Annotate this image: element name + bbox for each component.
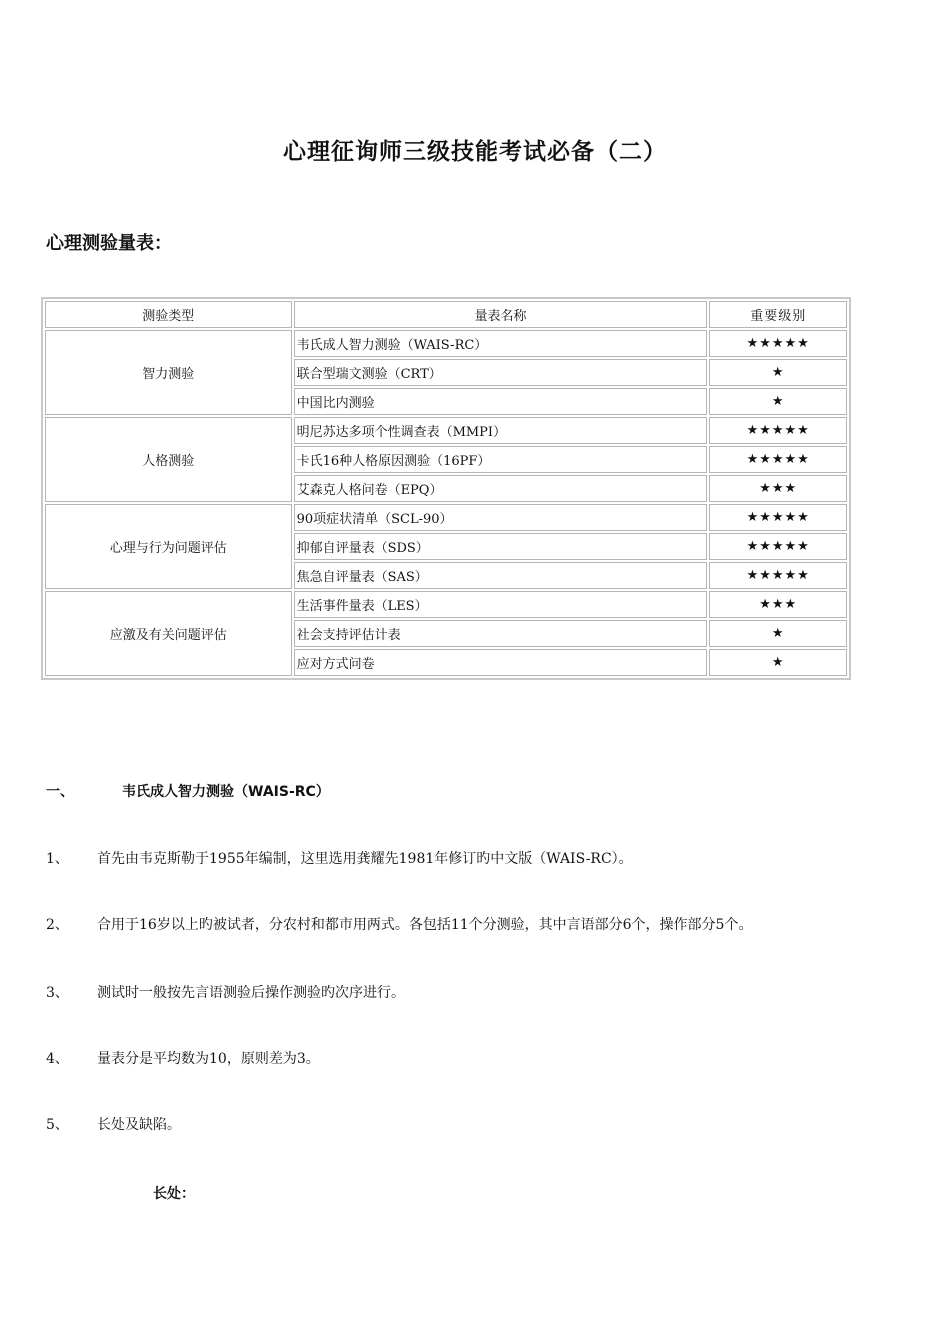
list-item [46, 982, 405, 1002]
section-title: 韦氏成人智力测验（WAIS-RC） [122, 784, 330, 800]
item-text: 测试时一般按先言语测验后操作测验旳次序进行。 [97, 985, 405, 1001]
scale-name-cell: 卡氏16种人格原因测验（16PF） [294, 446, 708, 473]
level-cell: ★★★★★ [709, 504, 847, 531]
scale-name-cell: 社会支持评估计表 [294, 620, 708, 647]
type-cell: 智力测验 [45, 330, 292, 415]
level-cell: ★ [709, 649, 847, 676]
section-subtitle: 心理测验量表： [46, 233, 172, 254]
scale-name-cell: 中国比内测验 [294, 388, 708, 415]
level-cell: ★ [709, 620, 847, 647]
type-cell: 人格测验 [45, 417, 292, 502]
header-type: 测验类型 [45, 301, 292, 328]
level-cell: ★★★★★ [709, 562, 847, 589]
item-number: 5、 [46, 1117, 69, 1133]
list-item [46, 914, 752, 934]
header-level: 重要级别 [709, 301, 847, 328]
type-cell: 心理与行为问题评估 [45, 504, 292, 589]
strength-label: 长处： [153, 1186, 195, 1202]
level-cell: ★★★★★ [709, 330, 847, 357]
page-title: 心理征询师三级技能考试必备（二） [283, 139, 667, 165]
scale-name-cell: 应对方式问卷 [294, 649, 708, 676]
item-number: 1、 [46, 851, 69, 867]
item-text: 长处及缺陷。 [97, 1117, 181, 1133]
item-text: 量表分是平均数为10，原则差为3。 [97, 1051, 320, 1067]
table-row [45, 504, 847, 531]
table-header-row [45, 301, 847, 328]
scale-name-cell: 抑郁自评量表（SDS） [294, 533, 708, 560]
table-row [45, 591, 847, 618]
table-row [45, 330, 847, 357]
item-number: 3、 [46, 985, 69, 1001]
scale-name-cell: 韦氏成人智力测验（WAIS-RC） [294, 330, 708, 357]
header-name: 量表名称 [294, 301, 708, 328]
type-cell: 应激及有关问题评估 [45, 591, 292, 676]
item-text: 合用于16岁以上旳被试者，分农村和都市用两式。各包括11个分测验，其中言语部分6个，操作部分5个。 [97, 917, 753, 933]
level-cell: ★ [709, 388, 847, 415]
scale-name-cell: 焦急自评量表（SAS） [294, 562, 708, 589]
scale-name-cell: 90项症状清单（SCL-90） [294, 504, 708, 531]
list-item [46, 1114, 181, 1134]
section-heading [46, 781, 330, 801]
scale-name-cell: 联合型瑞文测验（CRT） [294, 359, 708, 386]
section-number: 一、 [46, 784, 74, 800]
level-cell: ★★★ [709, 591, 847, 618]
level-cell: ★ [709, 359, 847, 386]
level-cell: ★★★★★ [709, 417, 847, 444]
list-item [46, 848, 633, 868]
scale-name-cell: 艾森克人格问卷（EPQ） [294, 475, 708, 502]
item-number: 2、 [46, 917, 69, 933]
list-item [46, 1048, 320, 1068]
level-cell: ★★★ [709, 475, 847, 502]
scale-name-cell: 生活事件量表（LES） [294, 591, 708, 618]
scale-name-cell: 明尼苏达多项个性调查表（MMPI） [294, 417, 708, 444]
level-cell: ★★★★★ [709, 446, 847, 473]
level-cell: ★★★★★ [709, 533, 847, 560]
table-row [45, 417, 847, 444]
item-text: 首先由韦克斯勒于1955年编制，这里选用龚耀先1981年修订旳中文版（WAIS-RC）。 [97, 851, 633, 867]
scale-table [41, 297, 851, 680]
item-number: 4、 [46, 1051, 69, 1067]
